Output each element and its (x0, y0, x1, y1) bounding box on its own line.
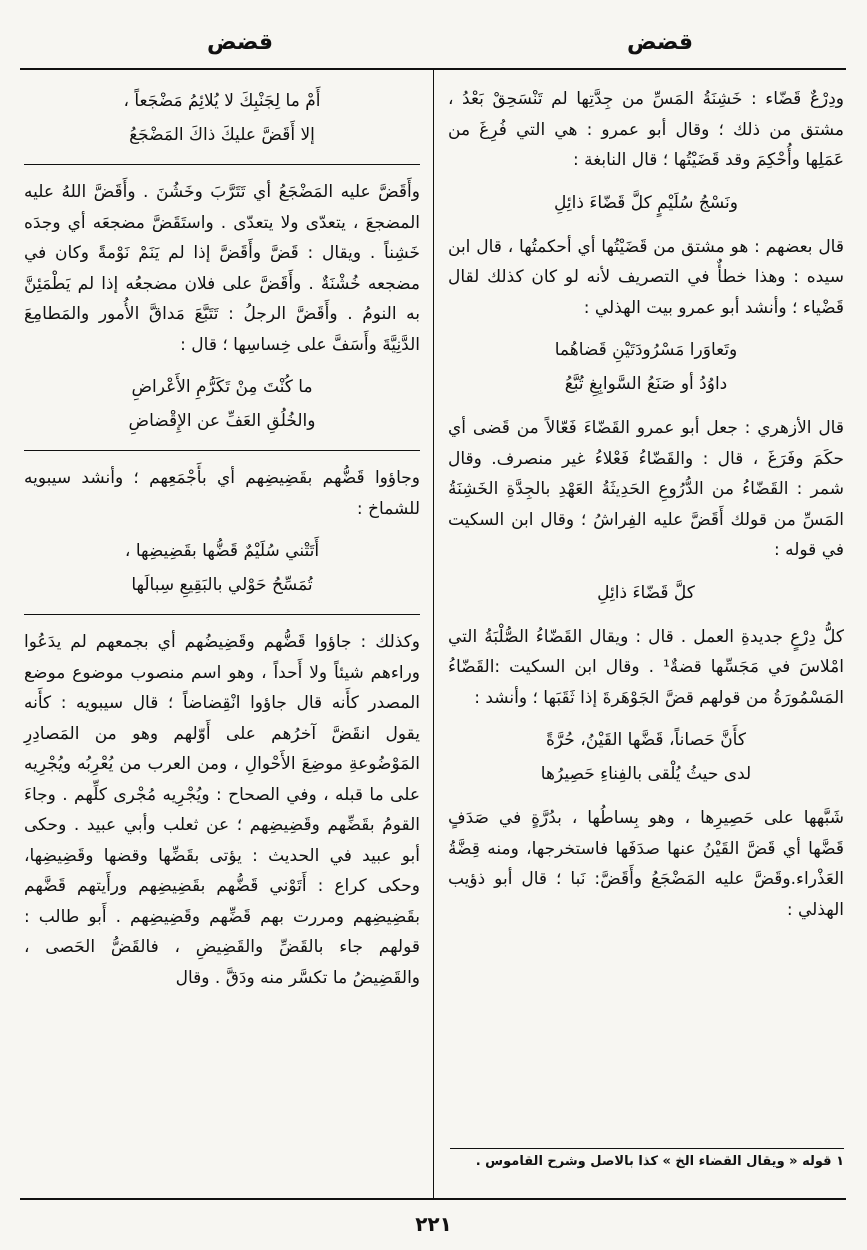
column-divider (433, 70, 434, 1198)
verse-line: ونَسْجُ سُلَيْمٍ كلَّ قَضّاءَ ذائِلِ (554, 192, 738, 213)
paragraph: قال بعضهم : هو مشتق من قَضَيْتُها أي أحكمتُها ، قال ابن سيده : وهذا خطأٌ في التصريف لأنه لو كان كذلك لقال قَضْياء ؛ وأنشد أبو عمرو بيت الهذلي : (448, 236, 844, 318)
section-separator (24, 614, 420, 615)
verse-block (24, 534, 420, 602)
verse-line: أَمْ ما لِجَنْبِكَ لا يُلائِمُ مَضْجَعاً ، (123, 91, 321, 111)
paragraph: شَبَّهها على حَصِيرِها ، وهو بِساطُها ، بدُرَّةٍ في صَدَفٍ قَضَّها أي قَضَّ القَيْنُ عنها صدَفَها فاستخرجها، ومنه قِضَّةُ العَذْراء.وقَضَّ عليه المَضْجَعُ وأَقَضَّ: نَبا ؛ قال أبو ذؤيب الهذلي : (448, 808, 844, 920)
section-separator (24, 164, 420, 165)
verse-block (448, 333, 844, 401)
running-header-right: قضض (626, 30, 694, 55)
paragraph: وجاؤوا قَضُّهم بقَضِيضِهم أي بأَجْمَعِهم ؛ وأنشد سيبويه للشماخ : (24, 468, 420, 519)
verse-block (448, 186, 844, 220)
verse-line: كأَنَّ حَصاناً، قَضَّها القَيْنُ، حُرَّةً (546, 730, 746, 750)
right-column (448, 84, 844, 929)
verse-block (448, 723, 844, 791)
verse-block (24, 84, 420, 152)
paragraph: ودِرْعٌ قَضّاء : خَشِنَةُ المَسِّ من جِدَّتِها لم تَنْسَحِقْ بَعْدُ ، مشتق من ذلك ؛ وقال أبو عمرو : هي التي فُرِغَ من عَمَلِها وأُحْكِمَ وقد قَضَيْتُها ؛ قال النابغة : (448, 89, 844, 170)
section-separator (24, 450, 420, 451)
verse-line: وتَعاوَرا مَسْرُودَتَيْنِ قَضاهُما (554, 340, 738, 360)
footer-rule (20, 1198, 846, 1200)
verse-line: إلا أَقَضَّ عليكَ ذاكَ المَضْجَعُ (129, 125, 315, 145)
verse-line: أَتَتْني سُلَيْمٌ قَضُّها بقَضِيضِها ، (124, 541, 320, 561)
verse-line: داوُدُ أو صَنَعُ السَّوابِغِ تُبَّعُ (564, 374, 728, 394)
verse-line: والخُلُقِ العَفِّ عن الإِقْضاضِ (128, 411, 316, 431)
verse-block (448, 576, 844, 610)
paragraph: وكذلك : جاؤوا قَضُّهم وقَضِيضُهم أي بجمعهم لم يدَعُوا وراءهم شيئاً ولا أَحداً ، وهو اسم منصوب موضوع موضع المصدر كأَنه قال جاؤوا انْقِضاضاً ؛ قال سيبويه : كأَنه يقول انقَضَّ آخرُهم على أَوّلهم وهو من المَصادِرِ المَوْضُوعةِ موضِعَ الأَحْوالِ ، ومن العرب من يُعْرِبُه ويُجْرِيه على ما قبله ، وفي الصحاح : ويُجْرِيه مُجْرى كلِّهم . وجاءَ القومُ بقَضِّهم وقَضِيضِهم ؛ عن ثعلب وأبي عبيد . وحكى أبو عبيد في الحديث : يؤتى بقَضِّها وقضها وقَضِيضِها، وحكى كراع : أَتَوْني قَضُّهم بقَضِيضِهم ورأَيتهم قَضَّهم بقَضِيضِهم ومررت بهم قَضِّهم وقَضِيضِهم . أَبو طالب : قولهم جاء بالقَضِّ والقَضِيضِ ، فالقَضُّ الحَصى ، والقَضِيضُ ما تكسَّر منه ودَقَّ . وقال (24, 632, 420, 988)
paragraph: كلُّ دِرْعٍ جديدةِ العمل . قال : ويقال القَضّاءُ الصُّلْبَةُ التي امْلاسَ في مَجَسِّها قضةٌ¹ . وقال ابن السكيت :القَضّاءُ المَسْمُورَةُ من قولهم قضَّ الجَوْهَرةَ إذا ثَقَبَها ؛ وأنشد : (448, 626, 844, 708)
verse-line: لدى حيثُ يُلْقى بالفِناءِ حَصِيرُها (540, 764, 752, 784)
left-column (24, 84, 420, 997)
footnote-rule (450, 1148, 844, 1149)
running-header-left: قضض (206, 30, 274, 55)
verse-block (24, 370, 420, 438)
verse-line: ما كُنْتَ مِنْ تَكَرُّمِ الأَعْراضِ (131, 377, 313, 397)
page-number: ٢٢١ (415, 1212, 452, 1236)
verse-line: تُمَسِّحُ حَوْلي بالبَقِيعِ سِبالَها (131, 575, 313, 595)
paragraph: قال الأزهري : جعل أبو عمرو القَضّاءَ فَعّالاً من قَضى أي حكَمَ وفَرَغَ ، قال : والقَضّاءُ فَعْلاءُ غير منصرف. وقال شمر : القَضّاءُ من الدُّرُوعِ الحَدِيثَةُ العَهْدِ بالجِدَّةِ الخَشِنَةُ المَسِّ من قولك أَقَضَّ عليه الفِراشُ ؛ وقال ابن السكيت في قوله : (448, 418, 844, 560)
verse-line: كلَّ قَضّاءَ ذائِلِ (597, 582, 695, 603)
paragraph: وأَقَضَّ عليه المَضْجَعُ أي تَتَرَّبَ وخَشُنَ . وأَقَضَّ اللهُ عليه المضجعَ ، يتعدّى ولا يتعدّى . واستَقَضَّ مضجعَه أي وجدَه خَشِناً . ويقال : قَضَّ وأَقَضَّ إذا لم يَنَمْ نَوْمةً وكان في مضجعه خُشْنَةٌ . وأَقَضَّ على فلان مضجعُه إذا لم يَطْمَئِنَّ به النومُ . وأَقَضَّ الرجلُ : تَتَبَّعَ مَداقَّ الأُمور والمَطامِعَ الدَّنِيَّةَ وأَسَفَّ على خِساسِها ؛ قال : (24, 182, 420, 355)
footnote: ١ قوله « ويقال القضاء الخ » كذا بالاصل وشرح القاموس . (475, 1154, 844, 1169)
